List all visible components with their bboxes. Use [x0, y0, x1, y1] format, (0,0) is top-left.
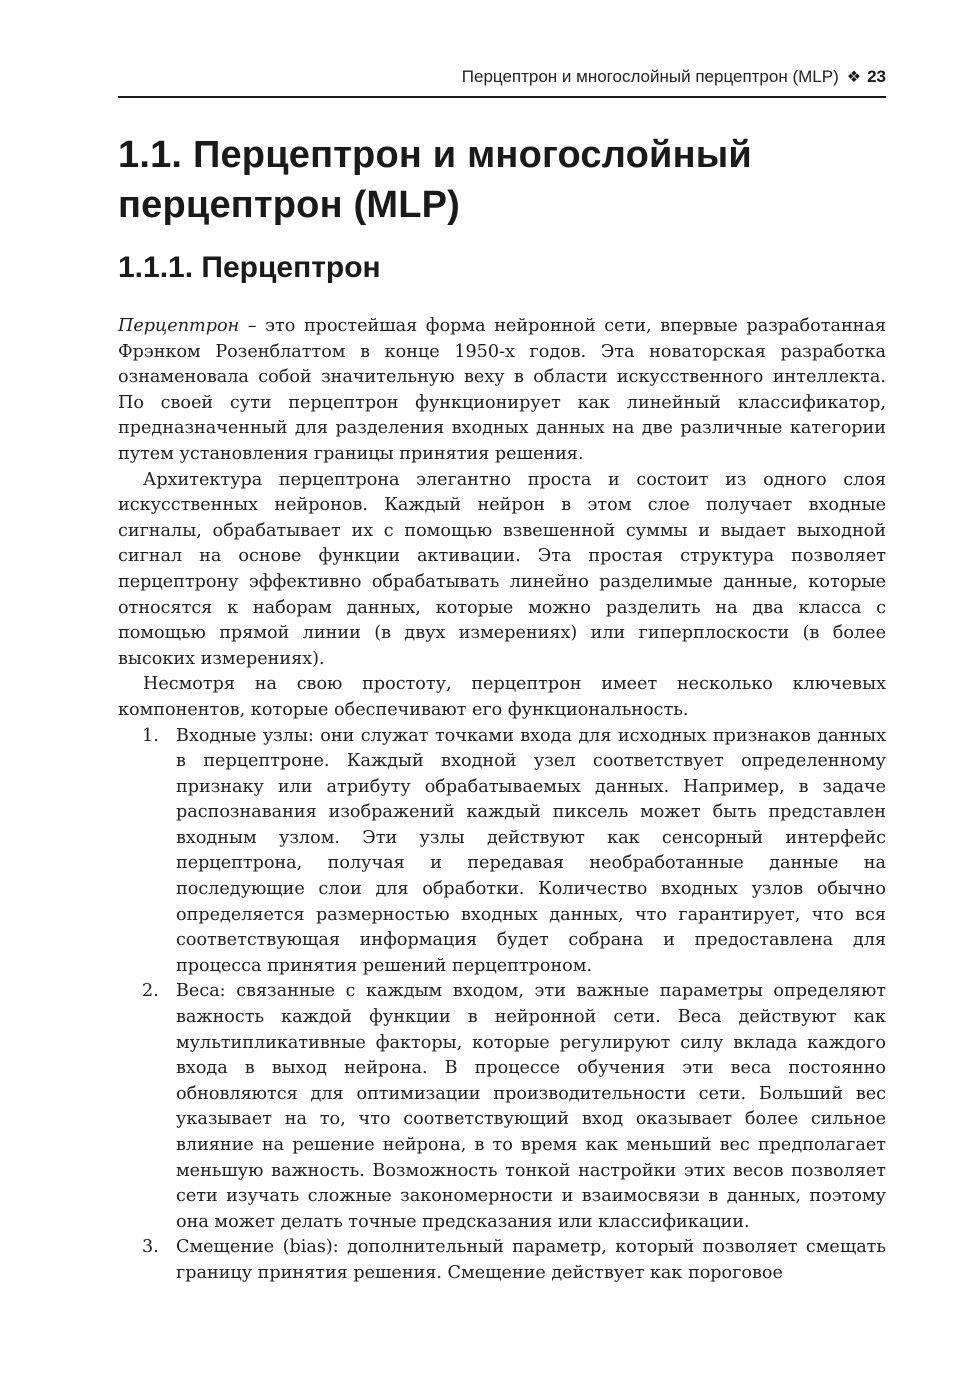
page-number: 23 — [867, 67, 886, 86]
list-item — [118, 1235, 886, 1286]
list-item-number: 1. — [142, 725, 159, 746]
list-item-text: Веса: связанные с каждым входом, эти важные параметры определяют важность каждой функции в нейронной сети. Веса действуют как мультипликативные факторы, которые регулируют силу вклада каждого входа в выход нейрона. В процессе обучения эти веса постоянно обновляются для оптимизации производительности сети. Больший вес указывает на то, что соответствующий вход оказывает более сильное влияние на решение нейрона, в то время как меньший вес предполагает меньшую важность. Возможность тонкой настройки этих весов позволяет сети изучать сложные закономерности и взаимосвязи в данных, поэтому она может делать точные предсказания или классификации. — [176, 981, 886, 1232]
list-item — [118, 724, 886, 980]
list-item — [118, 979, 886, 1235]
list-item-number: 3. — [142, 1237, 159, 1258]
section-title: 1.1.1. Перцептрон — [118, 251, 381, 284]
list-item-text: Смещение (bias): дополнительный параметр, который позволяет смещать границу принятия решения. Смещение действует как пороговое — [176, 1237, 886, 1283]
list-item-text: Входные узлы: они служат точками входа для исходных признаков данных в перцептроне. Каждый входной узел соответствует определенному признаку или атрибуту обрабатываемых данных. Например, в задаче распознавания изображений каждый пиксель может быть представлен входным узлом. Эти узлы действуют как сенсорный интерфейс перцептрона, получая и передавая необработанные данные на последующие слои для обработки. Количество входных узлов обычно определяется размерностью входных данных, что гарантирует, что вся соответствующая информация будет собрана и предоставлена для процесса принятия решений перцептроном. — [176, 725, 886, 976]
paragraph-definition — [118, 314, 886, 468]
paragraph-definition-text: – это простейшая форма нейронной сети, впервые разработанная Фрэнком Розенблаттом в конце 1950-х годов. Эта новаторская разработка ознаменовала собой значительную веху в области искусственного интеллекта. По своей сути перцептрон функционирует как линейный классификатор, предназначенный для разделения входных данных на две различные категории путем установления границы принятия решения. — [118, 316, 886, 464]
running-header-title: Перцептрон и многослойный перцептрон (MLP) — [461, 67, 839, 86]
book-page — [118, 62, 886, 1287]
term-perceptron: Перцептрон — [118, 316, 240, 336]
running-header — [118, 62, 886, 98]
ornament-icon: ❖ — [846, 69, 862, 86]
paragraph-architecture: Архитектура перцептрона элегантно проста и состоит из одного слоя искусственных нейронов. Каждый нейрон в этом слое получает входные сигналы, обрабатывает их с помощью взвешенной суммы и выдает выходной сигнал на основе функции активации. Эта простая структура позволяет перцептрону эффективно обрабатывать линейно разделимые данные, которые относятся к наборам данных, которые можно разделить на два класса с помощью прямой линии (в двух измерениях) или гиперплоскости (в более высоких измерениях). — [118, 469, 886, 669]
chapter-title: 1.1. Перцептрон и многослойный перцептрон (MLP) — [118, 134, 752, 226]
list-item-number: 2. — [142, 981, 159, 1002]
paragraph-components-intro: Несмотря на свою простоту, перцептрон имеет несколько ключевых компонентов, которые обеспечивают его функциональность. — [118, 674, 886, 720]
components-list — [118, 724, 886, 1287]
